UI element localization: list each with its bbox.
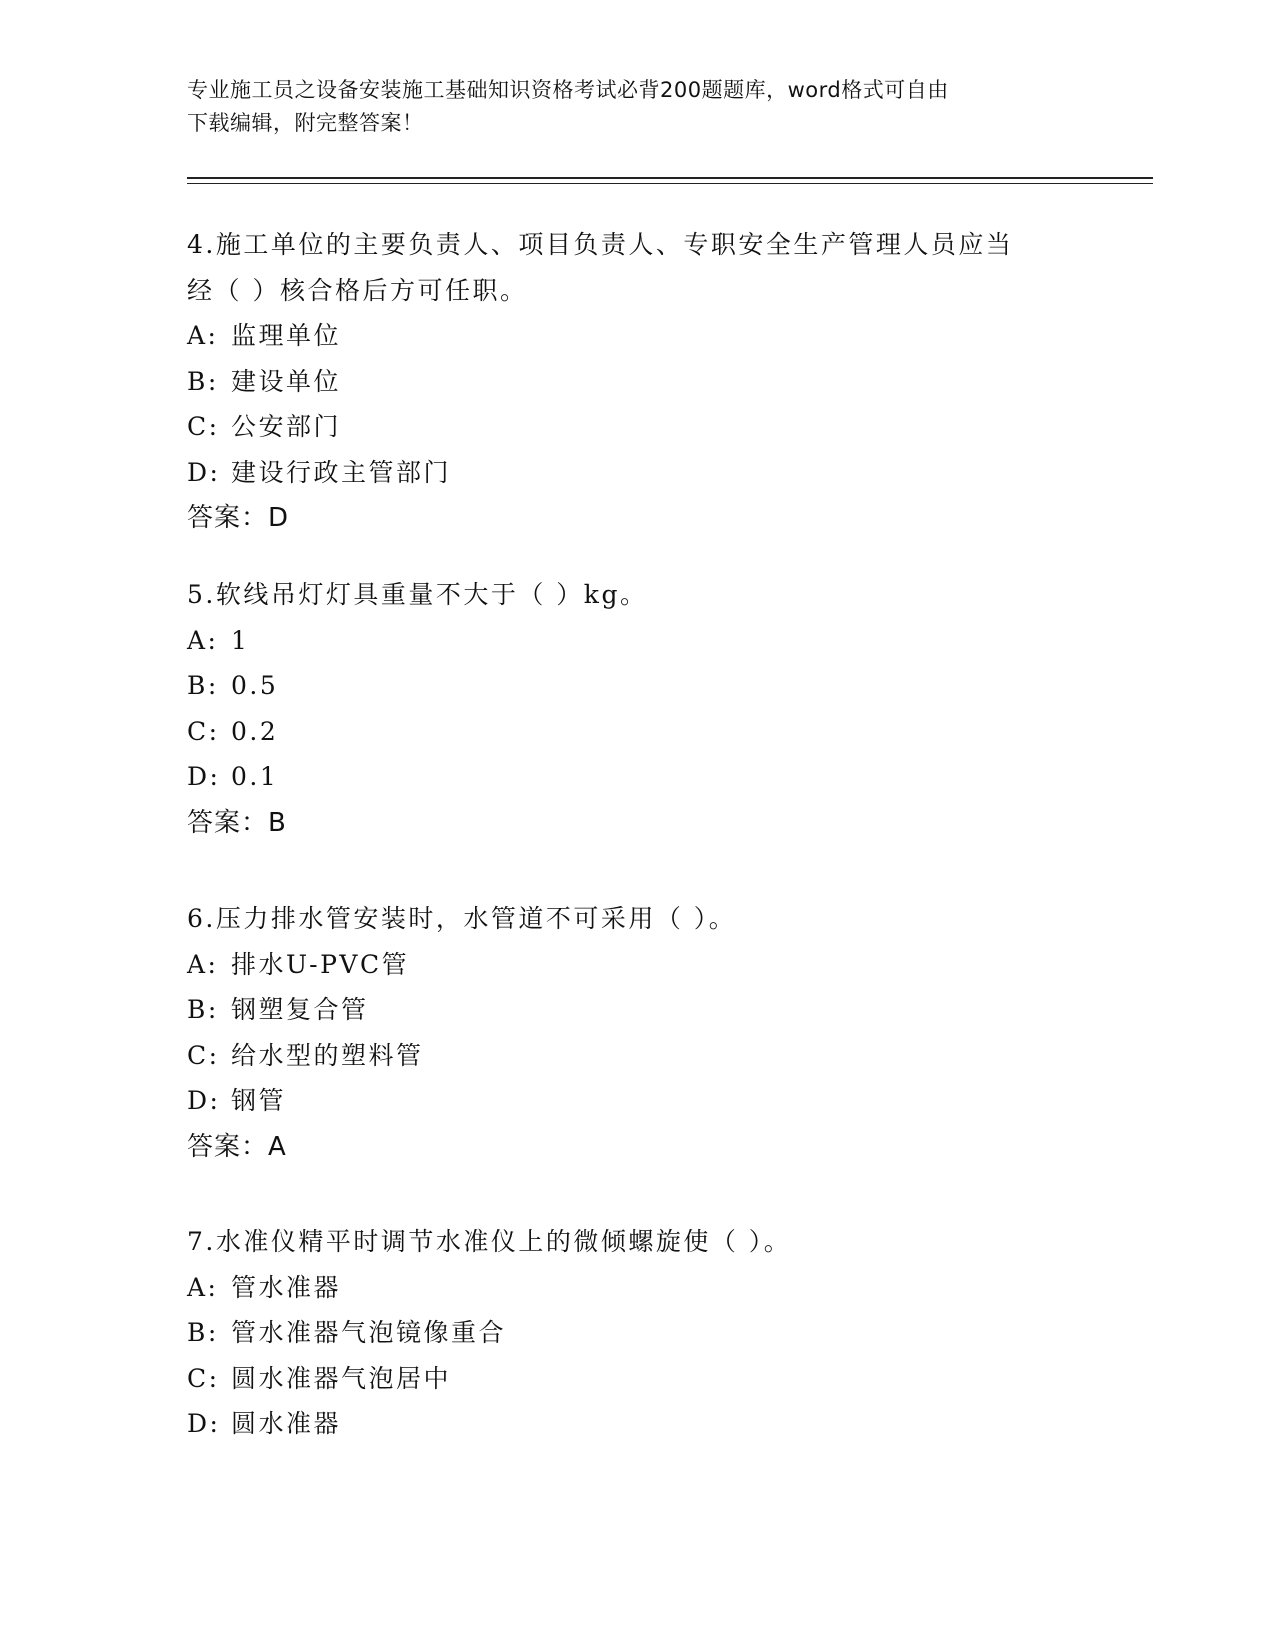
option-label: D: bbox=[187, 762, 221, 791]
option-text: 给水型的塑料管 bbox=[231, 1040, 424, 1070]
option-text: 建设单位 bbox=[231, 366, 342, 396]
header-rule-bottom bbox=[187, 183, 1153, 184]
option-c bbox=[187, 1356, 1087, 1402]
option-text: 0.2 bbox=[231, 716, 279, 746]
option-text: 管水准器 bbox=[231, 1272, 342, 1302]
option-b bbox=[187, 987, 1087, 1033]
option-text: 监理单位 bbox=[231, 321, 342, 350]
question-stem-line: 6.压力排水管安装时，水管道不可采用（ ）。 bbox=[187, 904, 737, 933]
option-text: 0.5 bbox=[231, 671, 279, 700]
option-text: 圆水准器 bbox=[231, 1409, 342, 1438]
option-label: D: bbox=[187, 1409, 221, 1438]
option-text: 公安部门 bbox=[231, 412, 342, 441]
option-label: A: bbox=[187, 1272, 219, 1302]
option-d bbox=[187, 754, 1087, 800]
option-a bbox=[187, 942, 1087, 988]
option-text: 建设行政主管部门 bbox=[231, 457, 452, 487]
option-a bbox=[187, 1265, 1087, 1311]
option-text: 管水准器气泡镜像重合 bbox=[231, 1318, 507, 1347]
option-text: 排水U-PVC管 bbox=[231, 949, 410, 979]
option-c bbox=[187, 404, 1087, 450]
question-6 bbox=[187, 896, 1087, 1170]
option-text: 钢塑复合管 bbox=[231, 995, 369, 1024]
question-stem-line: 5.软线吊灯灯具重量不大于（ ）kg。 bbox=[187, 580, 648, 609]
option-label: C: bbox=[187, 1363, 220, 1393]
option-text: 钢管 bbox=[231, 1086, 287, 1115]
option-text: 1 bbox=[231, 625, 250, 655]
option-c bbox=[187, 709, 1087, 755]
option-a bbox=[187, 618, 1087, 664]
option-label: B: bbox=[187, 995, 219, 1024]
question-5 bbox=[187, 572, 1087, 846]
option-a bbox=[187, 313, 1087, 359]
option-text: 0.1 bbox=[231, 762, 279, 791]
answer-text: 答案：D bbox=[187, 503, 290, 533]
option-label: C: bbox=[187, 716, 220, 746]
option-b bbox=[187, 359, 1087, 405]
header-line-2: 下载编辑，附完整答案！ bbox=[187, 111, 424, 135]
option-label: B: bbox=[187, 1318, 219, 1347]
option-b bbox=[187, 663, 1087, 709]
option-d bbox=[187, 450, 1087, 496]
option-d bbox=[187, 1401, 1087, 1447]
answer-text: 答案：B bbox=[187, 807, 287, 838]
option-d bbox=[187, 1078, 1087, 1124]
question-stem-line: 7.水准仪精平时调节水准仪上的微倾螺旋使（ ）。 bbox=[187, 1227, 792, 1256]
option-label: A: bbox=[187, 321, 219, 350]
option-text: 圆水准器气泡居中 bbox=[231, 1363, 452, 1393]
option-label: C: bbox=[187, 412, 220, 441]
option-label: B: bbox=[187, 671, 219, 700]
header-rule-top bbox=[187, 177, 1153, 179]
option-label: B: bbox=[187, 366, 219, 396]
header-line-1: 专业施工员之设备安装施工基础知识资格考试必背200题题库，word格式可自由 bbox=[187, 78, 949, 102]
answer-text: 答案：A bbox=[187, 1131, 287, 1162]
option-c bbox=[187, 1033, 1087, 1079]
option-label: A: bbox=[187, 949, 219, 979]
document-header bbox=[187, 74, 1067, 140]
question-7 bbox=[187, 1219, 1087, 1447]
question-4 bbox=[187, 222, 1087, 541]
option-label: C: bbox=[187, 1040, 220, 1070]
option-label: A: bbox=[187, 625, 219, 655]
option-label: D: bbox=[187, 1086, 221, 1115]
option-label: D: bbox=[187, 457, 221, 487]
question-stem-line: 4.施工单位的主要负责人、项目负责人、专职安全生产管理人员应当 bbox=[187, 230, 1014, 259]
option-b bbox=[187, 1310, 1087, 1356]
question-stem-line: 经（ ）核合格后方可任职。 bbox=[187, 275, 528, 305]
